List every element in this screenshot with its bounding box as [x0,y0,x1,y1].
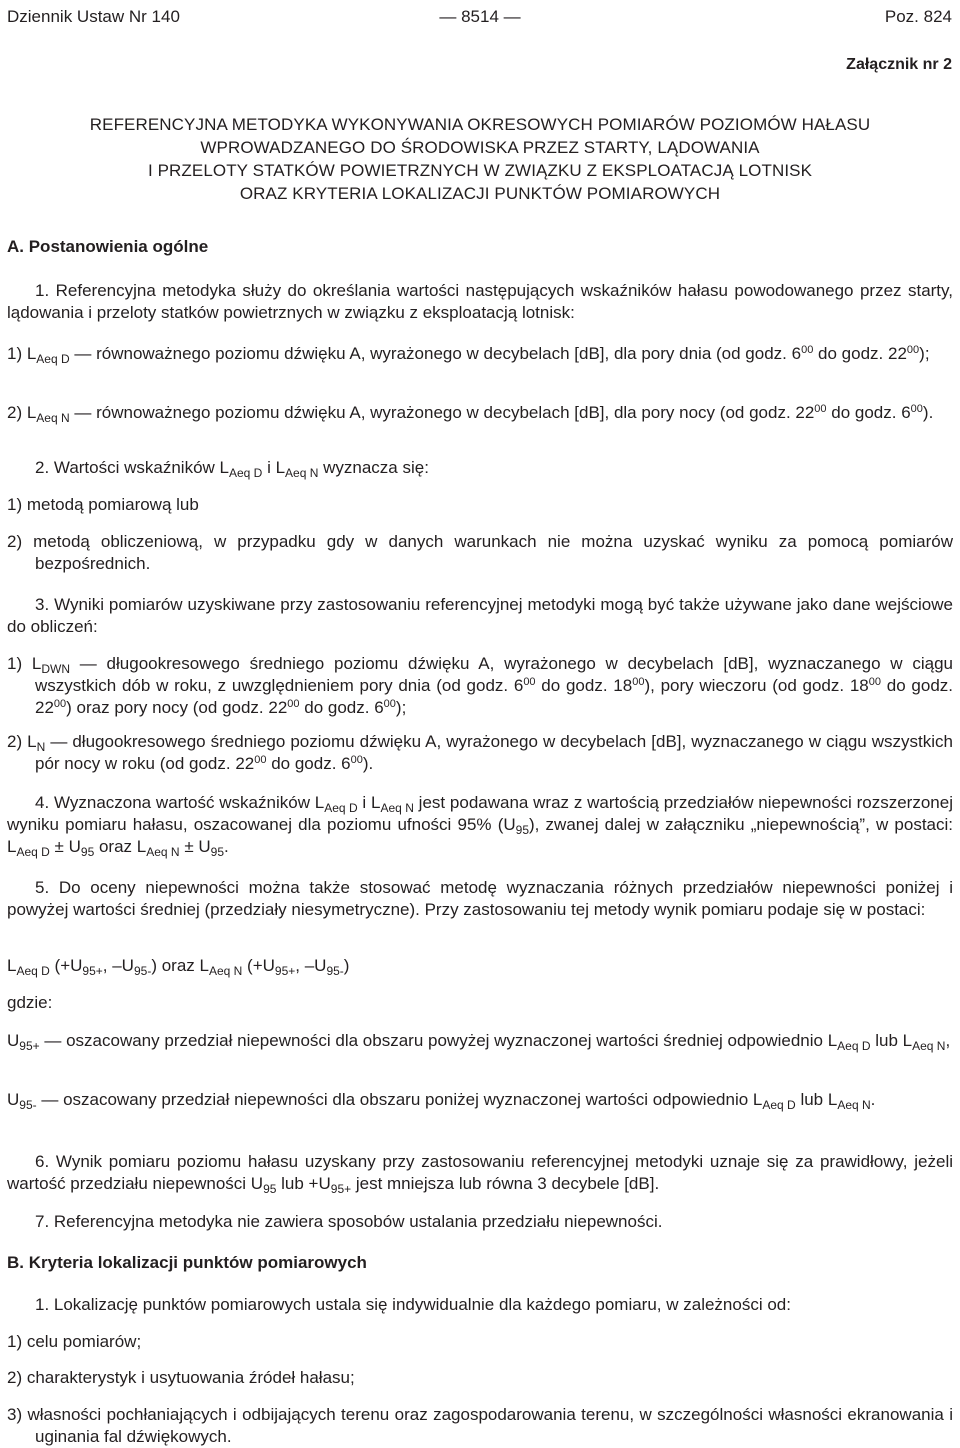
title-line: WPROWADZANEGO DO ŚRODOWISKA PRZEZ STARTY, LĄDOWANIA [200,138,760,157]
paragraph-3: 3. Wyniki pomiarów uzyskiwane przy zastosowaniu referencyjnej metodyki mogą być także używane jako dane wejściowe do obliczeń: [7,595,953,636]
paragraph-2-item-2: 2) metodą obliczeniową, w przypadku gdy w danych warunkach nie można uzyskać wyniku za pomocą pomiarów bezpośrednich. [7,532,953,573]
header-position: Poz. 824 [884,7,952,26]
section-heading-a: A. Postanowienia ogólne [7,237,209,256]
paragraph-b1-item-2: 2) charakterystyk i usytuowania źródeł hałasu; [7,1368,355,1387]
title-line: I PRZELOTY STATKÓW POWIETRZNYCH W ZWIĄZKU Z EKSPLOATACJĄ LOTNISK [147,161,813,180]
definition-u95-minus: $U_{95-}$ — oszacowany przedział niepewności dla obszaru poniżej wyznaczonej wartości odpowiednio $L_{Aeq D}$ lub $L_{Aeq N}$. [7,1090,876,1112]
paragraph-6: 6. Wynik pomiaru poziomu hałasu uzyskany przy zastosowaniu referencyjnej metodyki uznaje się za prawidłowy, jeżeli wartość przedziału niepewności $U_{95}$ lub $+U_{95+}$ jest mniejsza lub równa 3 decybele [dB]. [7,1152,953,1196]
title-line: ORAZ KRYTERIA LOKALIZACJI PUNKTÓW POMIAROWYCH [239,184,721,203]
paragraph-3-item-1: 1) $L_{DWN}$ — długookresowego średniego poziomu dźwięku A, wyrażonego w decybelach [dB], wyznaczanego w ciągu wszystkich dób w roku, z uwzględnieniem pory dnia (od godz. $6^{00}$ do godz. $18^{00}$), pory wieczoru (od godz. $18^{00}$ do godz. $22^{00}$) oraz pory nocy (od godz. $22^{00}$ do godz. $6^{00}$); [7,654,953,717]
gdzie-label: gdzie: [7,993,53,1012]
paragraph-b1-item-1: 1) celu pomiarów; [7,1332,142,1351]
document-title [0,113,960,205]
section-heading-b: B. Kryteria lokalizacji punktów pomiarowych [7,1253,367,1272]
paragraph-b1-item-3: 3) własności pochłaniających i odbijających terenu oraz zagospodarowania terenu, w szczególności własności ekranowania i uginania fal dźwiękowych. [7,1405,953,1446]
paragraph-1-item-1: 1) $L_{Aeq D}$ — równoważnego poziomu dźwięku A, wyrażonego w decybelach [dB], dla pory dnia (od godz. $6^{00}$ do godz. $22^{00}$); [7,344,930,366]
paragraph-4: 4. Wyznaczona wartość wskaźników $L_{Aeq D}$ i $L_{Aeq N}$ jest podawana wraz z wartością przedziałów niepewności rozszerzonej wyniku pomiaru hałasu, oszacowanej dla poziomu ufności 95% $(U_{95})$, zwanej dalej w załączniku „niepewnością”, w postaci: $L_{Aeq D} \pm U_{95}$ oraz $L_{Aeq N} \pm U_{95}$. [7,793,953,859]
title-line: REFERENCYJNA METODYKA WYKONYWANIA OKRESOWYCH POMIARÓW POZIOMÓW HAŁASU [89,115,871,134]
paragraph-2: 2. Wartości wskaźników $L_{Aeq D}$ i $L_{Aeq N}$ wyznacza się: [35,458,429,480]
paragraph-1-item-2: 2) $L_{Aeq N}$ — równoważnego poziomu dźwięku A, wyrażonego w decybelach [dB], dla pory nocy (od godz. $22^{00}$ do godz. $6^{00}$). [7,403,934,425]
header-page-number: — 8514 — [439,7,521,26]
paragraph-3-item-2: 2) $L_N$ — długookresowego średniego poziomu dźwięku A, wyrażonego w decybelach [dB], wyznaczanego w ciągu wszystkich pór nocy w roku (od godz. $22^{00}$ do godz. $6^{00}$). [7,732,953,773]
paragraph-b1: 1. Lokalizację punktów pomiarowych ustala się indywidualnie dla każdego pomiaru, w zależności od: [35,1295,791,1314]
header-journal: Dziennik Ustaw Nr 140 [7,7,180,26]
annex-label: Załącznik nr 2 [846,56,952,73]
paragraph-1: 1. Referencyjna metodyka służy do określania wartości następujących wskaźników hałasu powodowanego przez starty, lądowania i przeloty statków powietrznych w związku z eksploatacją lotnisk: [7,281,953,322]
formula-asymmetric: $L_{Aeq D}$ ($+U_{95+}$, $-U_{95-}$) oraz $L_{Aeq N}$ ($+U_{95+}$, $-U_{95-}$) [7,956,350,978]
paragraph-7: 7. Referencyjna metodyka nie zawiera sposobów ustalania przedziału niepewności. [35,1212,663,1231]
paragraph-5: 5. Do oceny niepewności można także stosować metodę wyznaczania różnych przedziałów niepewności poniżej i powyżej wartości średniej (przedziały niesymetryczne). Przy zastosowaniu tej metody wynik pomiaru podaje się w postaci: [7,878,953,919]
paragraph-2-item-1: 1) metodą pomiarową lub [7,495,199,514]
definition-u95-plus: $U_{95+}$ — oszacowany przedział niepewności dla obszaru powyżej wyznaczonej wartości średniej odpowiednio $L_{Aeq D}$ lub $L_{Aeq N}$, [7,1031,951,1053]
